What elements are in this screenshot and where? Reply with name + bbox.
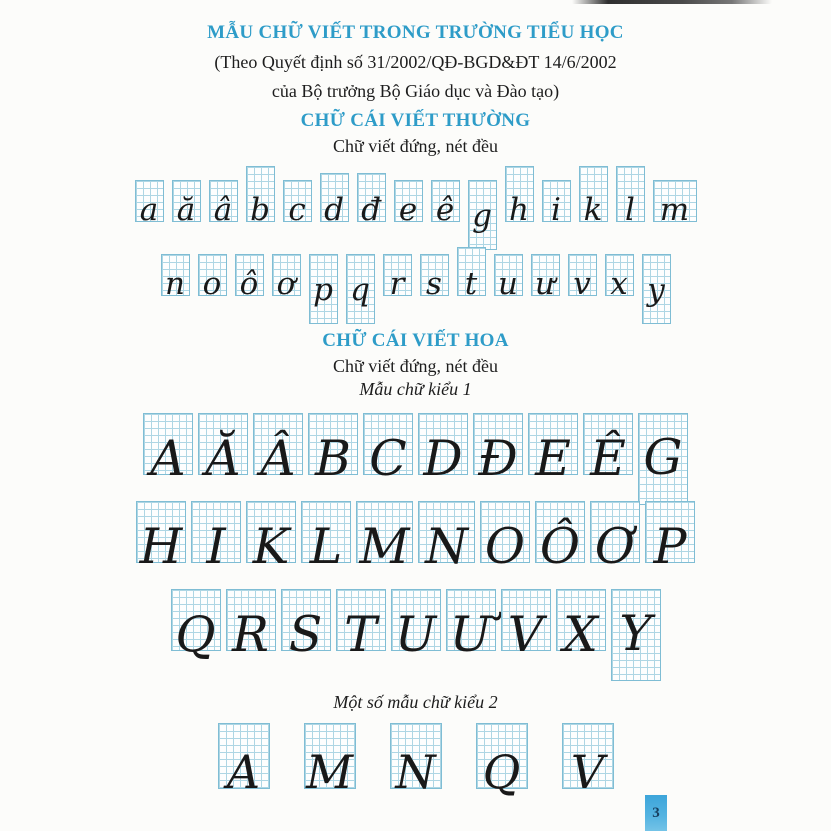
letter-glyph: M [305,745,354,799]
letter-glyph: ê [435,192,455,228]
letter-glyph: V [507,606,544,663]
letter-glyph: Ă [205,430,241,487]
letter-glyph: Q [175,606,216,663]
letter-glyph: p [313,272,333,308]
letter-glyph: c [288,192,306,228]
letter-glyph: h [509,192,529,228]
letter-glyph: Ơ [594,518,636,575]
letter-cell-a [135,180,164,228]
letter-cell-I [191,501,241,575]
letter-cell-V [501,589,551,663]
letter-glyph: ư [535,266,555,302]
letter-glyph: a [139,192,159,228]
letter-cell-n [161,254,190,302]
letter-cell-s [420,254,449,302]
letter-cell-x [605,254,634,302]
letter-cell-Ô [535,501,585,575]
letter-glyph: T [344,606,377,663]
letter-glyph: o [202,266,222,302]
letter-cell-Q [476,723,528,799]
letter-glyph: G [643,429,683,486]
letter-cell-E [528,413,578,487]
uppercase-letter-row-1 [0,413,831,487]
letter-glyph: b [250,192,270,228]
letter-cell-ư [531,254,560,302]
letter-cell-i [542,180,571,228]
letter-glyph: K [252,518,290,575]
letter-glyph: S [288,606,323,663]
letter-glyph: I [206,518,226,575]
letter-glyph: Q [482,745,521,799]
letter-cell-r [383,254,412,302]
letter-cell-Â [253,413,303,487]
letter-glyph: e [398,192,418,228]
letter-glyph: i [551,192,561,228]
letter-cell-k [579,166,608,228]
letter-cell-ô [235,254,264,302]
letter-glyph: đ [361,192,381,228]
uppercase-section-subheading: Chữ viết đứng, nét đều [333,356,498,376]
letter-glyph: ô [239,266,259,302]
letter-cell-M [356,501,413,575]
letter-cell-c [283,180,312,228]
letter-cell-q [346,254,375,324]
letter-cell-O [480,501,530,575]
letter-glyph: m [659,192,690,228]
style2-letter-row [0,723,831,799]
letter-glyph: k [583,192,603,228]
letter-cell-X [556,589,606,663]
letter-glyph: Ư [449,606,492,663]
letter-cell-R [226,589,276,663]
letter-cell-Đ [473,413,523,487]
letter-cell-T [336,589,386,663]
letter-cell-ê [431,180,460,228]
letter-glyph: â [213,192,233,228]
letter-cell-N [390,723,442,799]
letter-glyph: u [498,266,518,302]
letter-glyph: ơ [276,266,296,302]
decree-line-1: (Theo Quyết định số 31/2002/QĐ-BGD&ĐT 14/6/2002 [214,52,617,72]
page-number-badge: 3 [645,795,667,831]
letter-glyph: V [570,745,605,799]
page-title: MẪU CHỮ VIẾT TRONG TRƯỜNG TIỂU HỌC [207,22,624,43]
letter-cell-ă [172,180,201,228]
lowercase-section-subheading: Chữ viết đứng, nét đều [333,136,498,156]
style2-label: Một số mẫu chữ kiểu 2 [333,692,498,712]
letter-cell-â [209,180,238,228]
scan-artifact-line [572,0,772,4]
letter-cell-Ă [198,413,248,487]
letter-glyph: R [232,606,269,663]
letter-glyph: q [350,272,370,308]
letter-cell-g [468,180,497,250]
letter-cell-M [304,723,356,799]
letter-glyph: Â [260,430,296,487]
letter-glyph: A [150,430,186,487]
letter-glyph: r [389,266,405,302]
letter-cell-B [308,413,358,487]
letter-cell-m [653,180,697,228]
letter-cell-P [645,501,695,575]
letter-glyph: y [647,272,665,308]
letter-cell-h [505,166,534,228]
letter-cell-D [418,413,468,487]
letter-cell-K [246,501,296,575]
letter-glyph: P [653,518,687,575]
letter-glyph: B [314,430,352,487]
letter-cell-u [494,254,523,302]
letter-glyph: U [394,606,437,663]
letter-glyph: Y [619,605,652,662]
letter-glyph: ă [176,192,196,228]
letter-cell-Ê [583,413,633,487]
letter-glyph: g [472,198,492,234]
uppercase-letter-row-3 [0,589,831,663]
letter-cell-đ [357,173,386,228]
letter-cell-l [616,166,645,228]
letter-cell-p [309,254,338,324]
letter-glyph: t [464,266,478,302]
letter-cell-L [301,501,351,575]
letter-glyph: n [165,266,185,302]
letter-cell-V [562,723,614,799]
letter-cell-A [143,413,193,487]
letter-cell-o [198,254,227,302]
letter-cell-Ư [446,589,496,663]
letter-cell-Y [611,589,661,681]
letter-glyph: s [426,266,442,302]
letter-cell-A [218,723,270,799]
lowercase-letter-row-1 [0,166,831,250]
letter-cell-H [136,501,186,575]
letter-cell-e [394,180,423,228]
letter-cell-t [457,247,486,302]
style1-label: Mẫu chữ kiểu 1 [359,379,472,399]
letter-glyph: O [484,518,526,575]
letter-cell-G [638,413,688,505]
lowercase-letter-row-2 [0,240,831,324]
letter-cell-v [568,254,597,302]
letter-glyph: L [309,518,343,575]
letter-cell-Ơ [590,501,640,575]
letter-glyph: H [139,518,183,575]
letter-cell-N [418,501,475,575]
letter-glyph: N [425,518,468,575]
letter-glyph: l [625,192,635,228]
lowercase-section-heading: CHỮ CÁI VIẾT THƯỜNG [300,110,531,131]
letter-glyph: D [423,430,463,487]
letter-cell-C [363,413,413,487]
letter-glyph: N [395,745,436,799]
letter-glyph: Ê [590,430,626,487]
uppercase-letter-row-2 [0,501,831,575]
letter-glyph: Đ [478,430,518,487]
letter-cell-ơ [272,254,301,302]
letter-glyph: C [369,430,407,487]
letter-glyph: x [610,266,628,302]
letter-glyph: d [324,192,344,228]
letter-cell-y [642,254,671,324]
letter-cell-d [320,173,349,228]
letter-glyph: M [359,518,410,575]
letter-glyph: E [535,430,571,487]
decree-line-2: của Bộ trưởng Bộ Giáo dục và Đào tạo) [271,81,560,101]
uppercase-section-heading: CHỮ CÁI VIẾT HOA [322,330,509,351]
letter-cell-S [281,589,331,663]
letter-glyph: X [563,606,598,663]
letter-cell-Q [171,589,221,663]
letter-cell-b [246,166,275,228]
letter-cell-U [391,589,441,663]
letter-glyph: v [573,266,591,302]
letter-glyph: A [226,745,261,799]
letter-glyph: Ô [539,518,581,575]
